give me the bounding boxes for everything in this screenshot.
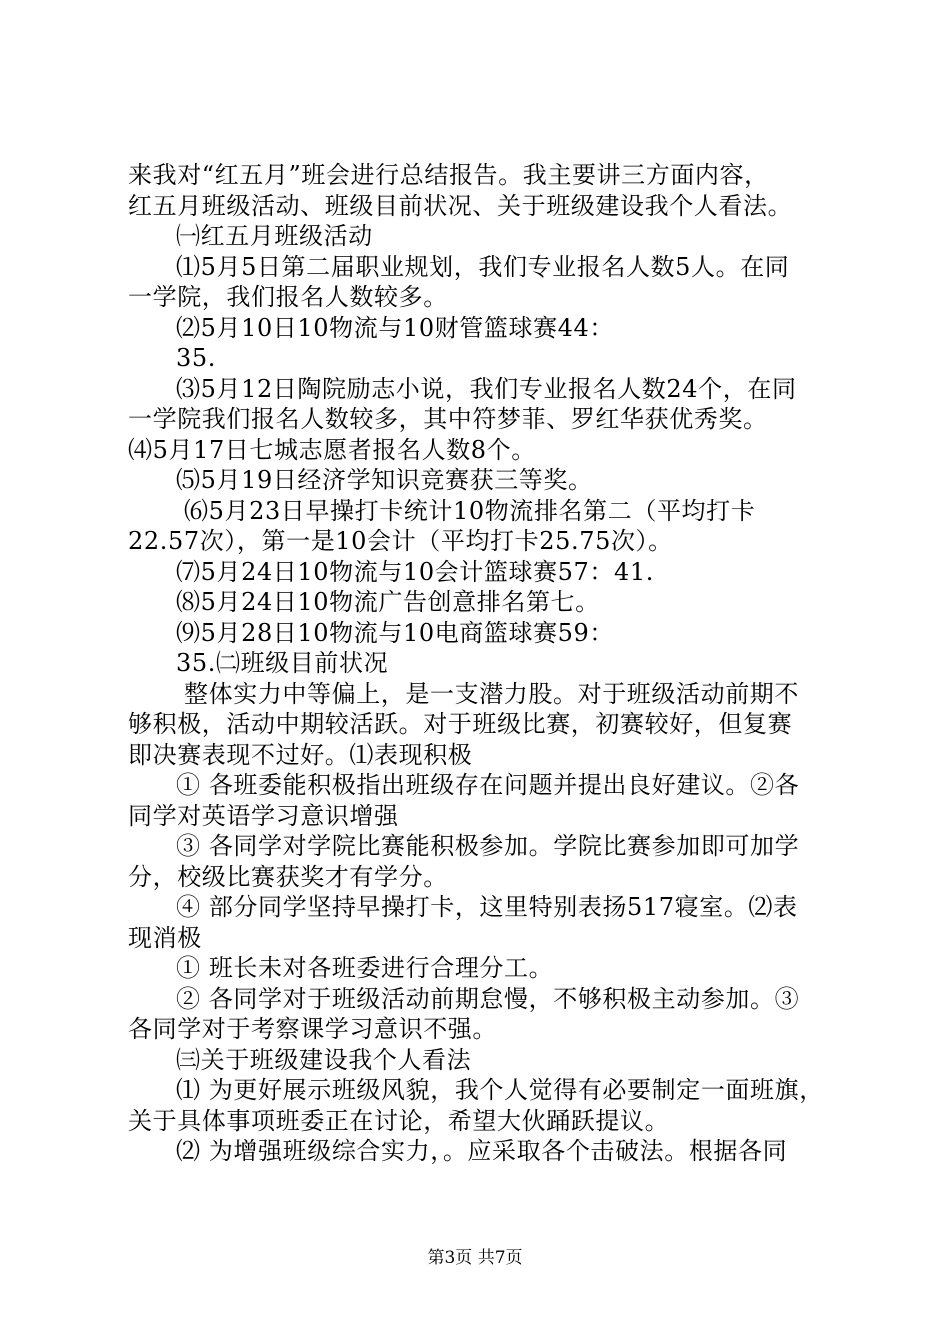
section-heading: ㈢关于班级建设我个人看法 xyxy=(176,1045,472,1074)
text-line: ⑵ 为增强班级综合实力，。应采取各个击破法。根据各同 xyxy=(176,1137,788,1165)
text-line: ⑴5月5日第二届职业规划，我们专业报名人数5人。在同 xyxy=(176,252,790,281)
text-line: 现消极 xyxy=(128,923,202,952)
page-number-label: 第3页 共7页 xyxy=(427,1248,523,1268)
text-line: 一学院，我们报名人数较多。 xyxy=(128,283,448,311)
text-line: 同学对英语学习意识增强 xyxy=(128,801,399,830)
section-heading: ㈠红五月班级活动 xyxy=(176,222,373,250)
text-line: ④ 部分同学坚持早操打卡，这里特别表扬517寝室。⑵表 xyxy=(176,893,798,921)
text-line: ⑵5月10日10物流与10财管篮球赛44： xyxy=(176,313,615,342)
text-line: 关于具体事项班委正在讨论，希望大伙踊跃提议。 xyxy=(128,1106,670,1135)
text-line: 35. xyxy=(176,344,216,372)
text-line: ⑺5月24日10物流与10会计篮球赛57：41. xyxy=(176,557,654,586)
text-line: ② 各同学对于班级活动前期怠慢，不够积极主动参加。③ xyxy=(176,984,800,1013)
text-line: ⑴ 为更好展示班级风貌，我个人觉得有必要制定一面班旗， xyxy=(176,1076,824,1104)
text-line: ① 班长未对各班委进行合理分工。 xyxy=(176,954,554,982)
text-line: ⑶5月12日陶院励志小说，我们专业报名人数24个，在同 xyxy=(176,374,797,403)
text-line: 整体实力中等偏上，是一支潜力股。对于班级活动前期不 xyxy=(184,679,799,708)
text-line: ⑹5月23日早操打卡统计10物流排名第二（平均打卡 xyxy=(184,496,756,525)
text-line: 22.57次），第一是10会计（平均打卡25.75次）。 xyxy=(128,527,673,555)
text-line: ① 各班委能积极指出班级存在问题并提出良好建议。②各 xyxy=(176,771,800,799)
text-line: 来我对“红五月”班会进行总结报告。我主要讲三方面内容， xyxy=(128,161,769,189)
text-line: 红五月班级活动、班级目前状况、关于班级建设我个人看法。 xyxy=(128,191,793,220)
text-line: 各同学对于考察课学习意识不强。 xyxy=(128,1015,497,1043)
text-line: ⑸5月19日经济学知识竞赛获三等奖。 xyxy=(176,466,593,494)
text-line: 即决赛表现不过好。⑴表现积极 xyxy=(128,740,473,769)
document-body xyxy=(128,160,828,1167)
section-heading: 35.㈡班级目前状况 xyxy=(176,649,389,677)
text-line: ⑷5月17日七城志愿者报名人数8个。 xyxy=(128,435,536,464)
text-line: ⑼5月28日10物流与10电商篮球赛59： xyxy=(176,618,615,647)
page-footer xyxy=(0,1243,950,1268)
text-line: 一学院我们报名人数较多，其中符梦菲、罗红华获优秀奖。 xyxy=(128,405,768,433)
text-line: 够积极，活动中期较活跃。对于班级比赛，初赛较好，但复赛 xyxy=(128,710,793,738)
text-line: ③ 各同学对学院比赛能积极参加。学院比赛参加即可加学 xyxy=(176,832,800,860)
text-line: ⑻5月24日10物流广告创意排名第七。 xyxy=(176,588,600,616)
text-line: 分，校级比赛获奖才有学分。 xyxy=(128,862,448,891)
